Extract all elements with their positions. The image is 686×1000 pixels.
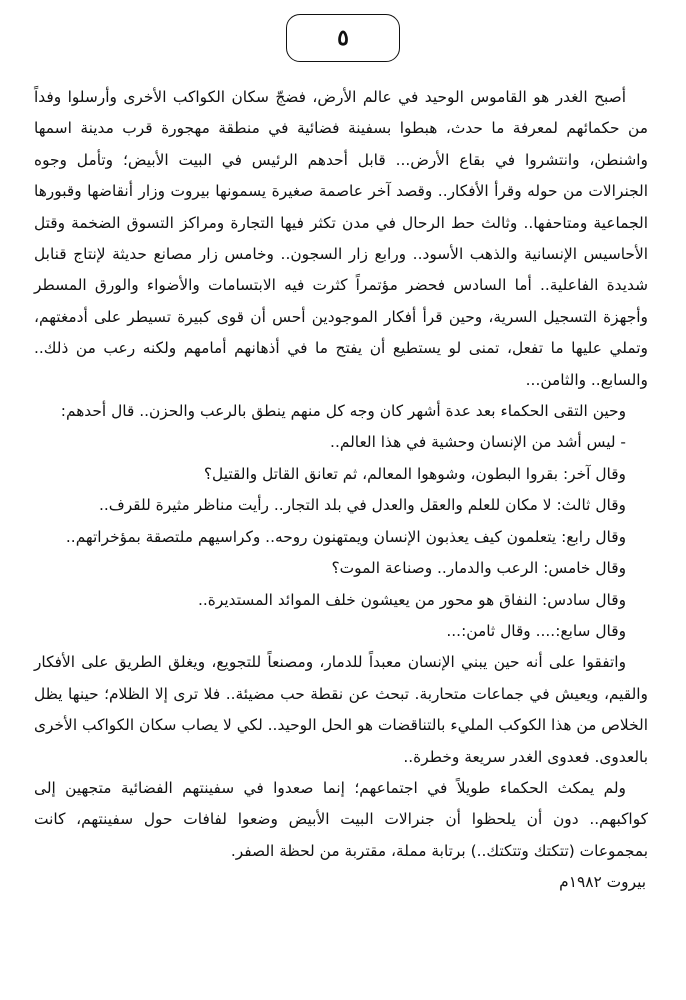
meeting-intro-line: وحين التقى الحكماء بعد عدة أشهر كان وجه كل منهم ينطق بالرعب والحزن.. قال أحدهم: bbox=[60, 402, 626, 421]
agreement-paragraph: واتفقوا على أنه حين يبني الإنسان معبداً للدمار، ومصنعاً للتجويع، ويغلق الطريق على الأفكار والقيم، ويعيش في جماعات متحاربة. تبحث عن نقطة حب مضيئة.. فلا ترى إلا الظلام؛ حينها يظل الخلاص من هذا الكوكب المليء بالتناقضات هو الحل الوحيد.. لكي لا يصاب سكان الكواكب الأخرى بالعدوى. فعدوى الغدر سريعة وخطرة.. bbox=[34, 653, 648, 766]
quote-line: وقال رابع: يتعلمون كيف يعذبون الإنسان ويمتهنون روحه.. وكراسيهم ملتصقة بمؤخراتهم.. bbox=[65, 527, 626, 546]
place-date-signature: بيروت ١٩٨٢م bbox=[559, 873, 646, 892]
quote-line: وقال خامس: الرعب والدمار.. وصناعة الموت؟ bbox=[331, 559, 626, 578]
quote-line: وقال سادس: النفاق هو محور من يعيشون خلف الموائد المستديرة.. bbox=[198, 590, 626, 609]
quote-line: وقال ثالث: لا مكان للعلم والعقل والعدل في بلد التجار.. رأيت مناظر مثيرة للقرف.. bbox=[98, 496, 626, 515]
story-text bbox=[34, 82, 648, 899]
intro-paragraph: أصبح الغدر هو القاموس الوحيد في عالم الأرض، فضجّ سكان الكواكب الأخرى وأرسلوا وفداً من حكمائهم لمعرفة ما حدث، هبطوا بسفينة فضائية في منطقة مهجورة قرب مدينة اسمها واشنطن، وانتشروا في بقاع الأرض... قابل أحدهم الرئيس في البيت الأبيض؛ وتأمل وجوه الجنرالات من حوله وقرأ الأفكار.. وقصد آخر عاصمة صغيرة يسمونها بيروت وزار أنقاضها وقبورها الجماعية ومتاحفها.. وثالث حط الرحال في مدن تكثر فيها التجارة ومراكز التسوق الضخمة وقتل الأحاسيس الإنسانية والذهب الأسود.. ورابع زار السجون.. وخامس زار مصانع حديثة لإنتاج قنابل شديدة الفاعلية.. أما السادس فحضر مؤتمراً كثرت فيه الابتسامات والأضواء والورق المسطر وأجهزة التسجيل السرية، وحين قرأ أفكار الموجودين أحس أن قوى كبيرة تسيطر على أدمغتهم، وتملي عليها ما تفعل، تمنى لو يستطيع أن يفتح ما في أذهانهم أمامهم ولكنه رعب من ذلك.. والسابع.. والثامن... bbox=[34, 88, 648, 389]
page-number-box bbox=[286, 14, 400, 62]
quote-line: - ليس أشد من الإنسان وحشية في هذا العالم.. bbox=[330, 433, 626, 452]
final-paragraph: ولم يمكث الحكماء طويلاً في اجتماعهم؛ إنما صعدوا في سفينتهم الفضائية متجهين إلى كواكبهم.. دون أن يلحظوا أن جنرالات البيت الأبيض وضعوا لفافات حول سفينتهم، كانت بمجموعات (تتكتك وتتكتك..) برتابة مملة، مقتربة من لحظة الصفر. bbox=[34, 778, 648, 860]
quote-line: وقال آخر: بقروا البطون، وشوهوا المعالم، ثم تعانق القاتل والقتيل؟ bbox=[203, 464, 626, 483]
page-number: ٥ bbox=[337, 25, 349, 51]
quote-line: وقال سابع:.... وقال ثامن:... bbox=[446, 621, 626, 640]
